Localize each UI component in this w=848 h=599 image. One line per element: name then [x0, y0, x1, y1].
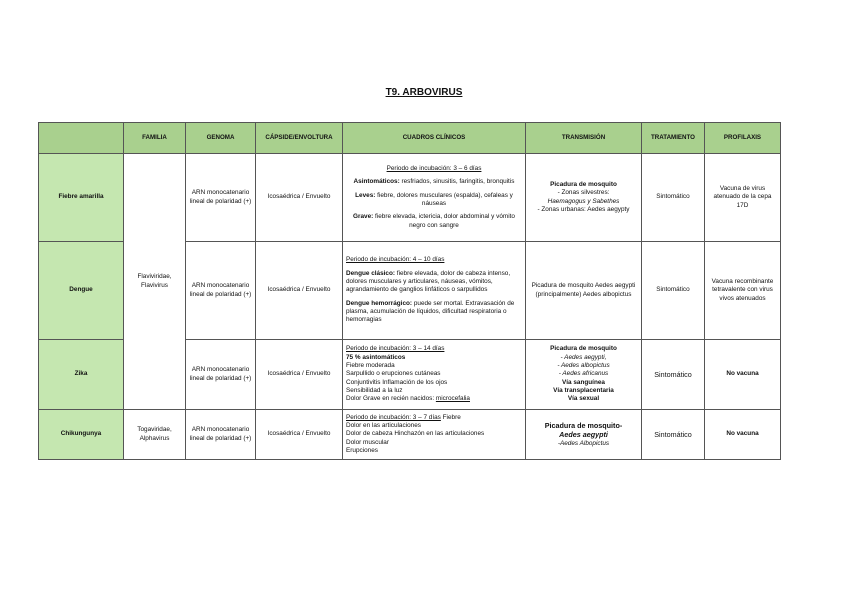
incubation-text: Periodo de incubación: 4 – 10 días [346, 256, 445, 264]
trans-line: - Aedes aegypti, [560, 353, 607, 361]
clinical-text: fiebre, dolores musculares (espalda), cefaleas y náuseas [375, 191, 513, 207]
trans-line: Vía sexual [567, 395, 600, 403]
cell-cuadros [343, 154, 526, 242]
cell-genoma: ARN monocatenario lineal de polaridad (+) [186, 410, 256, 460]
header-tratamiento: TRATAMIENTO [642, 123, 705, 154]
trans-line: Vía transplacentaria [553, 386, 614, 394]
incubation-text: Periodo de incubación: 3 – 14 días [346, 345, 445, 353]
table-row [39, 154, 781, 242]
cell-capside: Icosaédrica / Envuelto [256, 154, 343, 242]
header-familia: FAMILIA [124, 123, 186, 154]
clinical-line [346, 300, 522, 325]
trans-title: Picadura de mosquito [550, 345, 617, 353]
cell-profilaxis: Vacuna de virus atenuado de la cepa 17D [705, 154, 781, 242]
header-genoma: GENOMA [186, 123, 256, 154]
cell-transmision: Picadura de mosquito Aedes aegypti (principalmente) Aedes albopictus [526, 242, 642, 340]
row-name: Zika [39, 340, 124, 410]
trans-line: - Zonas urbanas: Aedes aegypty [537, 205, 630, 213]
header-row [39, 123, 781, 154]
clinical-text: puede ser mortal. Extravasación de plasma, acumulación de líquidos, dificultad respiratoria o hemorragias [346, 299, 515, 324]
trans-line: - Aedes africanus [558, 370, 609, 378]
trans-title: Picadura de mosquito- [544, 420, 623, 430]
trans-line: Vía sanguínea [562, 378, 605, 386]
cell-cuadros [343, 410, 526, 460]
trans-title: Picadura de mosquito [550, 180, 617, 188]
incubation-text: Periodo de incubación: 3 – 6 días [386, 165, 482, 173]
page-title: T9. ARBOVIRUS [385, 87, 463, 98]
cell-transmision [526, 410, 642, 460]
trans-line: Haemagogus y Sabethes [547, 197, 620, 205]
clinical-line: Dolor muscular [346, 438, 389, 446]
row-name: Fiebre amarilla [39, 154, 124, 242]
clinical-line [346, 414, 522, 422]
clinical-line [346, 213, 522, 230]
clinical-label: Grave: [353, 213, 374, 221]
clinical-line [346, 395, 522, 403]
clinical-line: Dolor en las articulaciones [346, 422, 421, 429]
cell-familia-flavi: Flaviviridae, Flavivirus [124, 154, 186, 410]
trans-line: -Aedes Albopictus [557, 439, 610, 447]
cell-cuadros [343, 340, 526, 410]
header-capside: CÁPSIDE/ENVOLTURA [256, 123, 343, 154]
header-empty [39, 123, 124, 154]
cell-cuadros [343, 242, 526, 340]
cell-tratamiento: Sintomático [642, 242, 705, 340]
cell-profilaxis: No vacuna [705, 410, 781, 460]
arbovirus-table [38, 122, 781, 460]
clinical-line: Fiebre moderada [346, 362, 395, 369]
cell-tratamiento: Sintomático [642, 154, 705, 242]
clinical-line [346, 270, 522, 295]
clinical-line [346, 178, 522, 186]
clinical-text: fiebre elevada, ictericia, dolor abdominal y vómito negro con sangre [373, 213, 515, 229]
clinical-line: Erupciones [346, 446, 378, 454]
clinical-text: Dolor Grave en recién nacidos: [346, 395, 436, 403]
header-profilaxis: PROFILAXIS [705, 123, 781, 154]
clinical-text: microcefalia [435, 395, 470, 403]
table-row [39, 410, 781, 460]
cell-capside: Icosaédrica / Envuelto [256, 340, 343, 410]
clinical-label: Dengue hemorrágico: [346, 299, 413, 307]
trans-line: Aedes aegypti [559, 430, 608, 440]
clinical-line: Dolor de cabeza Hinchazón en las articulaciones [346, 430, 485, 438]
row-name: Chikungunya [39, 410, 124, 460]
header-cuadros: CUADROS CLÍNICOS [343, 123, 526, 154]
clinical-text: Fiebre [440, 413, 461, 421]
clinical-text: resfriados, sinusitis, faringitis, bronquitis [399, 178, 515, 186]
clinical-line: Sarpullido o erupciones cutáneas [346, 370, 441, 378]
clinical-text: fiebre elevada, dolor de cabeza intenso, dolores musculares y articulares, náuseas, vómitos, agrandamiento de ganglios linfáticos o sarpullidos [346, 269, 511, 294]
cell-capside: Icosaédrica / Envuelto [256, 410, 343, 460]
cell-genoma: ARN monocatenario lineal de polaridad (+) [186, 340, 256, 410]
cell-tratamiento: Sintomático [642, 410, 705, 460]
header-transmision: TRANSMISIÓN [526, 123, 642, 154]
row-name: Dengue [39, 242, 124, 340]
cell-familia: Togaviridae, Alphavirus [124, 410, 186, 460]
clinical-label: Leves: [355, 191, 376, 199]
clinical-line: 75 % asintomáticos [346, 353, 406, 361]
cell-tratamiento: Sintomático [642, 340, 705, 410]
cell-transmision [526, 154, 642, 242]
incubation-text: Periodo de incubación: 3 – 7 días [346, 413, 441, 421]
trans-line: - Aedes albopictus [557, 362, 610, 369]
clinical-line [346, 192, 522, 209]
clinical-line: Sensibilidad a la luz [346, 386, 403, 394]
cell-genoma: ARN monocatenario lineal de polaridad (+) [186, 242, 256, 340]
clinical-line: Conjuntivitis Inflamación de los ojos [346, 378, 448, 386]
cell-capside: Icosaédrica / Envuelto [256, 242, 343, 340]
cell-transmision [526, 340, 642, 410]
trans-line: - Zonas silvestres: [557, 189, 610, 197]
cell-genoma: ARN monocatenario lineal de polaridad (+) [186, 154, 256, 242]
clinical-label: Dengue clásico: [346, 269, 396, 277]
clinical-label: Asintomáticos: [353, 178, 400, 186]
cell-profilaxis: No vacuna [705, 340, 781, 410]
cell-profilaxis: Vacuna recombinante tetravalente con virus vivos atenuados [705, 242, 781, 340]
